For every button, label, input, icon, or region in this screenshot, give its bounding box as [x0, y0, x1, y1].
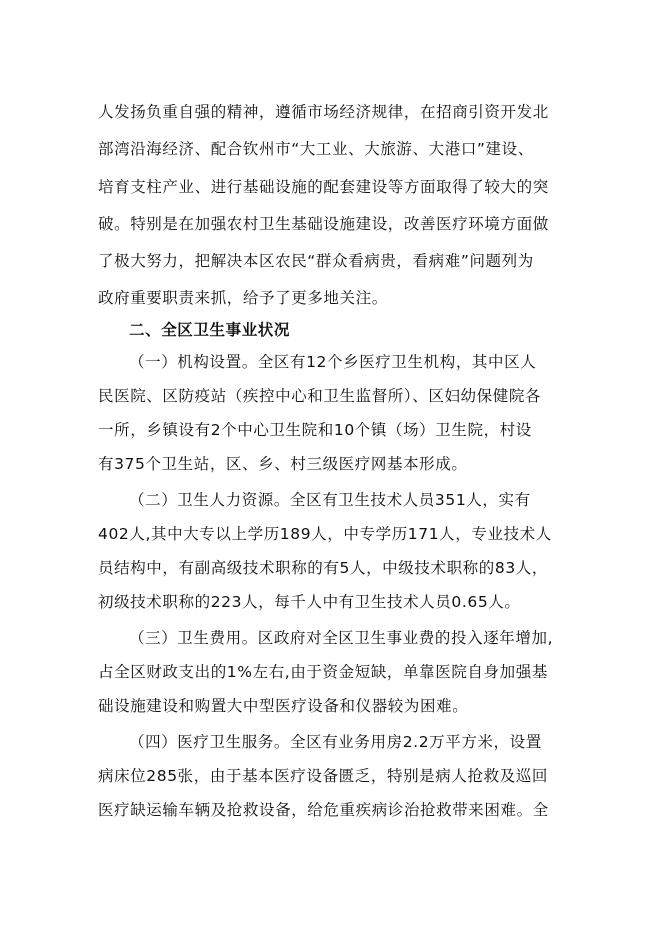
paragraph-line: （一）机构设置。全区有12个乡医疗卫生机构，其中区人 [129, 353, 537, 371]
paragraph-line: 了极大努力，把解决本区农民“群众看病贵，看病难”问题列为 [98, 252, 534, 270]
paragraph-line: 一所，乡镇设有2个中心卫生院和10个镇（场）卫生院，村设 [98, 421, 532, 439]
paragraph-line: 占全区财政支出的1%左右,由于资金短缺，单靠医院自身加强基 [98, 663, 548, 681]
paragraph-line: 病床位285张，由于基本医疗设备匮乏，特别是病人抢救及巡回 [98, 767, 548, 785]
paragraph-line: 人发扬负重自强的精神，遵循市场经济规律，在招商引资开发北 [98, 103, 549, 121]
paragraph-line: 有375个卫生站，区、乡、村三级医疗网基本形成。 [98, 455, 468, 473]
paragraph-line: 础设施建设和购置大中型医疗设备和仪器较为困难。 [98, 697, 469, 715]
paragraph-line: （四）医疗卫生服务。全区有业务用房2.2万平方米，设置 [129, 733, 542, 751]
section-heading: 二、全区卫生事业状况 [129, 321, 291, 339]
paragraph-line: 初级技术职称的223人，每千人中有卫生技术人员0.65人。 [98, 593, 521, 611]
paragraph-line: 政府重要职责来抓，给予了更多地关注。 [98, 289, 388, 307]
paragraph-line: 培育支柱产业、进行基础设施的配套建设等方面取得了较大的突 [98, 178, 549, 196]
paragraph-line: 部湾沿海经济、配合钦州市“大工业、大旅游、大港口”建设、 [98, 140, 534, 158]
paragraph-line: 民医院、区防疫站（疾控中心和卫生监督所）、区妇幼保健院各 [98, 387, 542, 405]
paragraph-line: 破。特别是在加强农村卫生基础设施建设，改善医疗环境方面做 [98, 215, 549, 233]
paragraph-line: 402人,其中大专以上学历189人，中专学历171人，专业技术人 [98, 525, 552, 543]
paragraph-line: （二）卫生人力资源。全区有卫生技术人员351人，实有 [129, 491, 531, 509]
paragraph-line: （三）卫生费用。区政府对全区卫生事业费的投入逐年增加, [129, 629, 554, 647]
paragraph-line: 员结构中，有副高级技术职称的有5人，中级技术职称的83人， [98, 559, 548, 577]
paragraph-line: 医疗缺运输车辆及抢救设备，给危重疾病诊治抢救带来困难。全 [98, 801, 549, 819]
